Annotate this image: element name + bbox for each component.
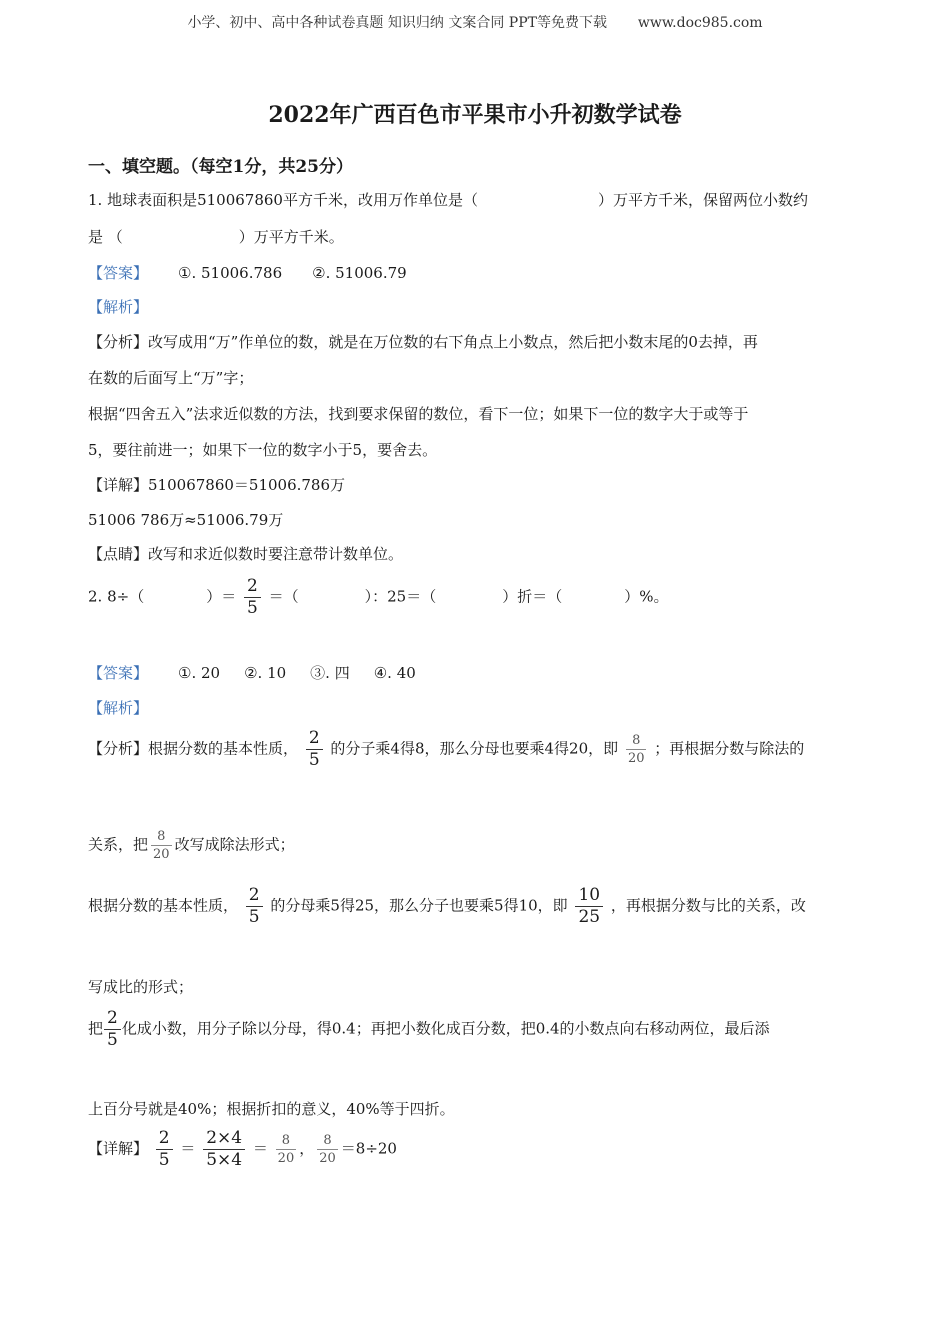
header-site: www.doc985.com xyxy=(637,15,763,31)
q1-line2: 是 （ ）万平方千米。 xyxy=(88,228,344,246)
section-heading: 一、填空题。（每空1分，共25分） xyxy=(88,157,353,177)
q2-jiexi-label: 【解析】 xyxy=(88,699,149,717)
q2-fraction: $\frac{2}{5}$ xyxy=(244,578,261,617)
fraction: $\frac{2}{5}$ xyxy=(156,1130,173,1169)
q1-line1: 1. 地球表面积是510067860平方千米，改用万作单位是（ ）万平方千米，保留两位小数约 xyxy=(88,191,808,209)
q1-fenxi-4: 5，要往前进一；如果下一位的数字小于5，要舍去。 xyxy=(88,441,438,459)
q1-xiangjie-2: 51006 786万≈51006.79万 xyxy=(88,511,284,529)
q1-answer xyxy=(88,262,407,284)
q2-answer-4: ④. 40 xyxy=(373,664,416,682)
q2-xiangjie: 【详解】 $\frac{2}{5}$ ＝ $\frac{2\times 4}{5\times 4}$ ＝ $\frac{8}{20}$ ， $\frac{8}{20}$ ＝8÷20 xyxy=(88,1128,397,1170)
page-header xyxy=(0,12,950,32)
q1-xiangjie-1: 【详解】510067860＝51006.786万 xyxy=(88,476,346,494)
page-title: 2022年广西百色市平果市小升初数学试卷 xyxy=(268,102,682,128)
q2-fenxi-2: 关系，把 $\frac{8}{20}$ 改写成除法形式； xyxy=(88,829,295,862)
q2-answer xyxy=(88,662,416,684)
q2-answer-1: ①. 20 xyxy=(178,664,221,682)
q2-fenxi-3: 根据分数的基本性质， $\frac{2}{5}$ 的分母乘5得25，那么分子也要乘5得10，即 $\frac{10}{25}$ ，再根据分数与比的关系，改 xyxy=(88,885,806,927)
q2-answer-3: ③. 四 xyxy=(310,664,350,682)
q1-fenxi-2: 在数的后面写上“万”字； xyxy=(88,369,254,387)
fraction: $\frac{8}{20}$ xyxy=(319,1133,336,1166)
q2-fenxi-1: 【分析】根据分数的基本性质， $\frac{2}{5}$ 的分子乘4得8，那么分母也要乘4得20，即 $\frac{8}{20}$ ；再根据分数与除法的 xyxy=(88,728,805,770)
q2-answer-2: ②. 10 xyxy=(244,664,287,682)
q1-jiexi-label: 【解析】 xyxy=(88,298,149,316)
q2-fenxi-5: 把 $\frac{2}{5}$ 化成小数，用分子除以分母，得0.4；再把小数化成百分数，把0.4的小数点向右移动两位，最后添 xyxy=(88,1008,770,1050)
header-text: 小学、初中、高中各种试卷真题 知识归纳 文案合同 PPT等免费下载 xyxy=(187,15,607,31)
fraction: $\frac{2}{5}$ xyxy=(104,1010,121,1049)
q1-fenxi-3: 根据“四舍五入”法求近似数的方法，找到要求保留的数位，看下一位；如果下一位的数字大于或等于 xyxy=(88,405,749,423)
fraction: $\frac{2}{5}$ xyxy=(306,730,323,769)
q1-answer-2: ②. 51006.79 xyxy=(312,264,407,282)
q1-answer-1: ①. 51006.786 xyxy=(178,264,283,282)
fraction: $\frac{8}{20}$ xyxy=(153,829,170,862)
fraction: $\frac{10}{25}$ xyxy=(575,887,603,926)
q1-dianjing: 【点睛】改写和求近似数时要注意带计数单位。 xyxy=(88,545,404,563)
fraction: $\frac{8}{20}$ xyxy=(277,1133,295,1166)
fraction: $\frac{2\times 4}{5\times 4}$ xyxy=(203,1130,245,1169)
q1-fenxi-1: 【分析】改写成用“万”作单位的数，就是在万位数的右下角点上小数点，然后把小数末尾的0去掉，再 xyxy=(88,333,758,351)
q2-fenxi-6: 上百分号就是40%；根据折扣的意义，40%等于四折。 xyxy=(88,1100,455,1118)
answer-label: 【答案】 xyxy=(88,664,149,682)
q2-line: 2. 8÷（ ）＝ $\frac{2}{5}$ ＝（ ）：25＝（ ）折＝（ ）%。 xyxy=(88,576,669,618)
q2-fenxi-4: 写成比的形式； xyxy=(88,978,194,996)
answer-label: 【答案】 xyxy=(88,264,149,282)
fraction: $\frac{8}{20}$ xyxy=(627,733,645,766)
fraction: $\frac{2}{5}$ xyxy=(246,887,263,926)
